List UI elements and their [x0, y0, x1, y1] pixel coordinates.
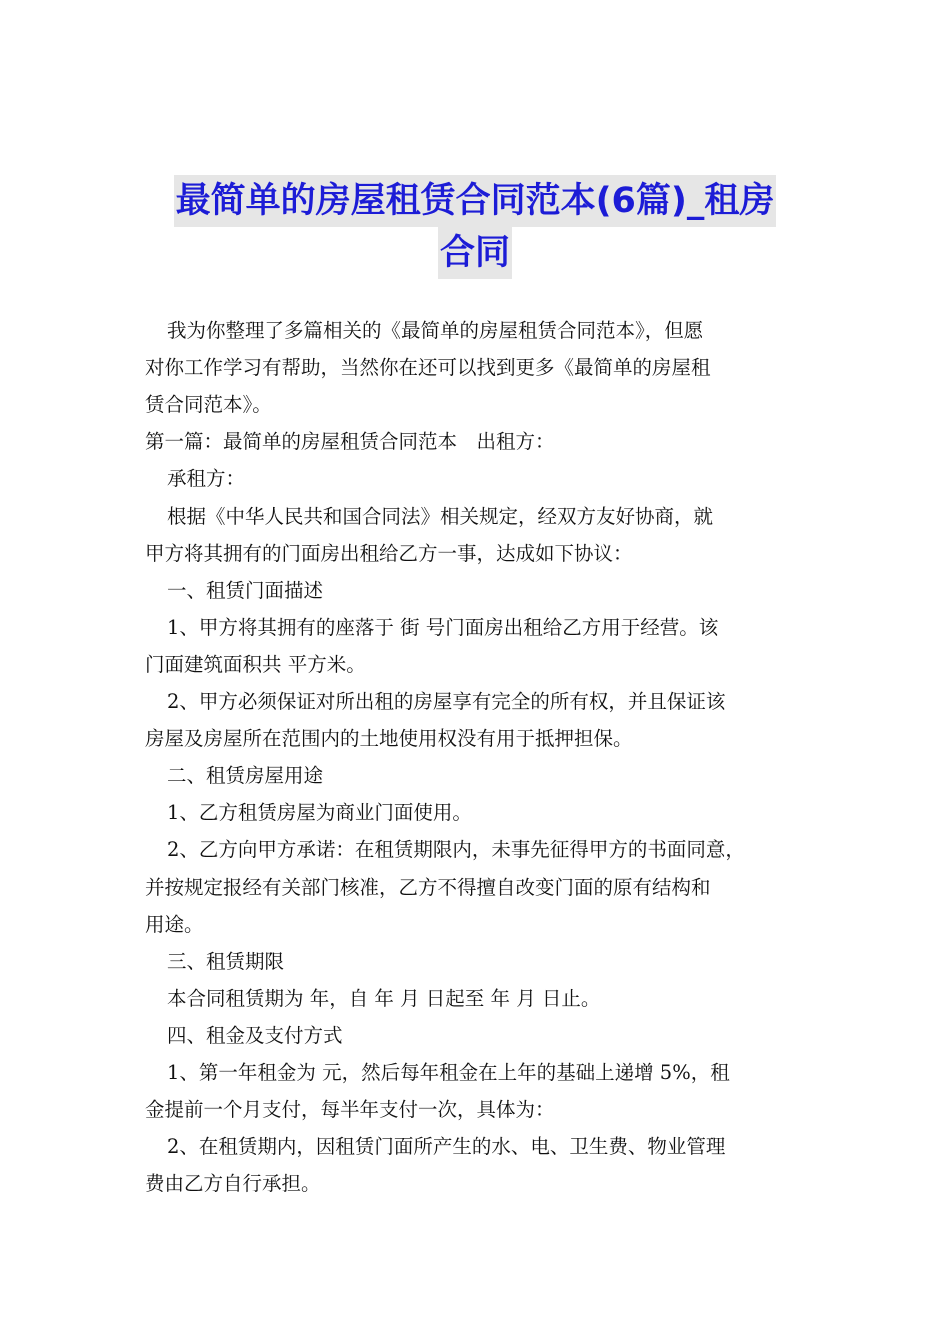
- text-line: 甲方将其拥有的门面房出租给乙方一事，达成如下协议：: [145, 541, 633, 565]
- text-line: 赁合同范本》。: [145, 393, 272, 417]
- text-line: 对你工作学习有帮助，当然你在还可以找到更多《最简单的房屋租: [145, 356, 711, 380]
- text-line: 费由乙方自行承担。: [145, 1172, 321, 1196]
- text-line: 第一篇：最简单的房屋租赁合同范本 出租方：: [145, 430, 555, 454]
- title-line: 最简单的房屋租赁合同范本(6篇)_租房: [174, 175, 777, 227]
- title-line: 合同: [438, 227, 512, 279]
- text-line: 1、乙方租赁房屋为商业门面使用。: [167, 801, 472, 825]
- text-line: 一、租赁门面描述: [167, 578, 324, 602]
- text-line: 四、租金及支付方式: [167, 1023, 343, 1047]
- text-line: 承租方：: [167, 467, 246, 491]
- text-line: 1、第一年租金为 元，然后每年租金在上年的基础上递增 5%，租: [167, 1061, 730, 1084]
- text-line: 1、甲方将其拥有的座落于 街 号门面房出租给乙方用于经营。该: [167, 615, 719, 639]
- text-line: 2、乙方向甲方承诺：在租赁期限内，未事先征得甲方的书面同意，: [167, 838, 745, 862]
- text-line: 2、在租赁期内，因租赁门面所产生的水、电、卫生费、物业管理: [167, 1135, 726, 1159]
- text-line: 本合同租赁期为 年，自 年 月 日起至 年 月 日止。: [167, 986, 601, 1010]
- text-line: 2、甲方必须保证对所出租的房屋享有完全的所有权，并且保证该: [167, 690, 726, 713]
- text-line: 门面建筑面积共 平方米。: [145, 652, 366, 676]
- text-line: 金提前一个月支付，每半年支付一次，具体为：: [145, 1098, 555, 1122]
- text-line: 用途。: [145, 912, 204, 936]
- text-line: 房屋及房屋所在范围内的土地使用权没有用于抵押担保。: [145, 727, 633, 751]
- document-title: [120, 175, 830, 279]
- text-line: 我为你整理了多篇相关的《最简单的房屋租赁合同范本》，但愿: [167, 319, 704, 342]
- text-line: 并按规定报经有关部门核准，乙方不得擅自改变门面的原有结构和: [145, 875, 711, 899]
- text-line: 三、租赁期限: [167, 949, 285, 973]
- text-line: 二、租赁房屋用途: [167, 764, 324, 788]
- text-line: 根据《中华人民共和国合同法》相关规定，经双方友好协商，就: [167, 504, 714, 528]
